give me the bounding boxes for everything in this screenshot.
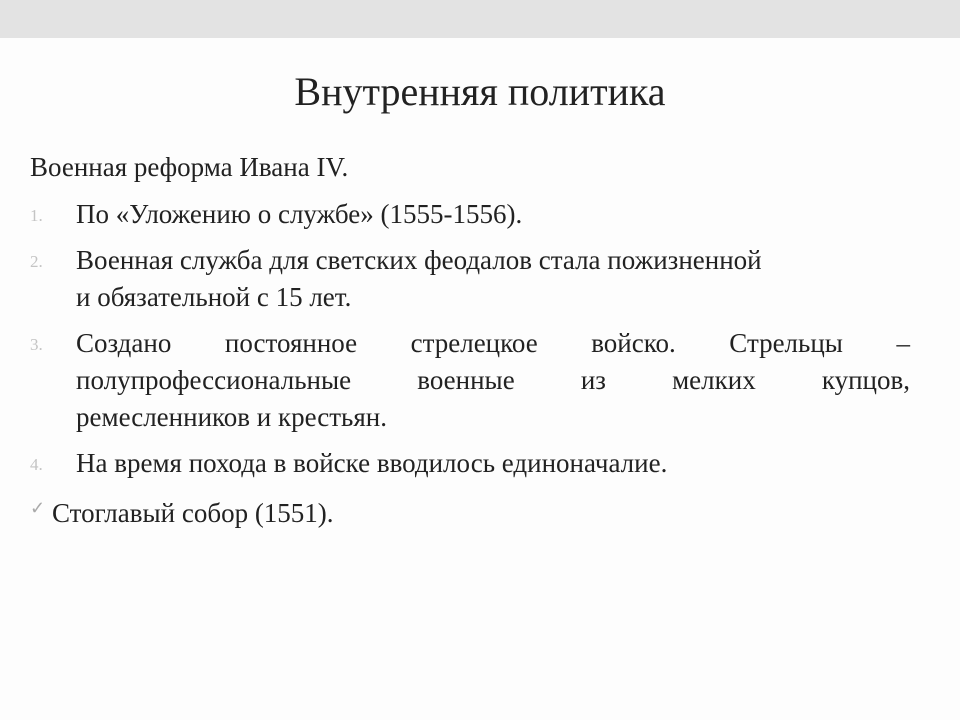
list-number: 1. <box>30 206 43 225</box>
list-item-text-line: Военная служба для светских феодалов стала пожизненной <box>76 245 762 275</box>
list-number: 3. <box>30 335 43 354</box>
list-item-text: По «Уложению о службе» (1555-1556). <box>76 199 523 229</box>
list-item-text-line: полупрофессиональные военные из мелких купцов, <box>76 365 910 395</box>
top-band <box>0 0 960 38</box>
list-item-text-line: и обязательной с 15 лет. <box>76 282 352 312</box>
list-number: 2. <box>30 252 43 271</box>
list-item <box>30 196 910 233</box>
list-item <box>30 325 910 436</box>
list-item <box>30 242 910 316</box>
check-list-item <box>30 490 334 531</box>
list-item-text: На время похода в войске вводилось единоначалие. <box>76 448 668 478</box>
list-item <box>30 445 910 482</box>
check-item-text: Стоглавый собор (1551). <box>52 498 334 528</box>
list-item-text-line: ремесленников и крестьян. <box>76 402 387 432</box>
list-item-text-line: Создано постоянное стрелецкое войско. Стрельцы – <box>76 328 910 358</box>
numbered-list <box>30 196 910 491</box>
intro-text: Военная реформа Ивана IV. <box>30 152 349 182</box>
check-icon: ✓ <box>30 498 46 518</box>
slide-title: Внутренняя политика <box>294 69 666 114</box>
list-number: 4. <box>30 455 43 474</box>
